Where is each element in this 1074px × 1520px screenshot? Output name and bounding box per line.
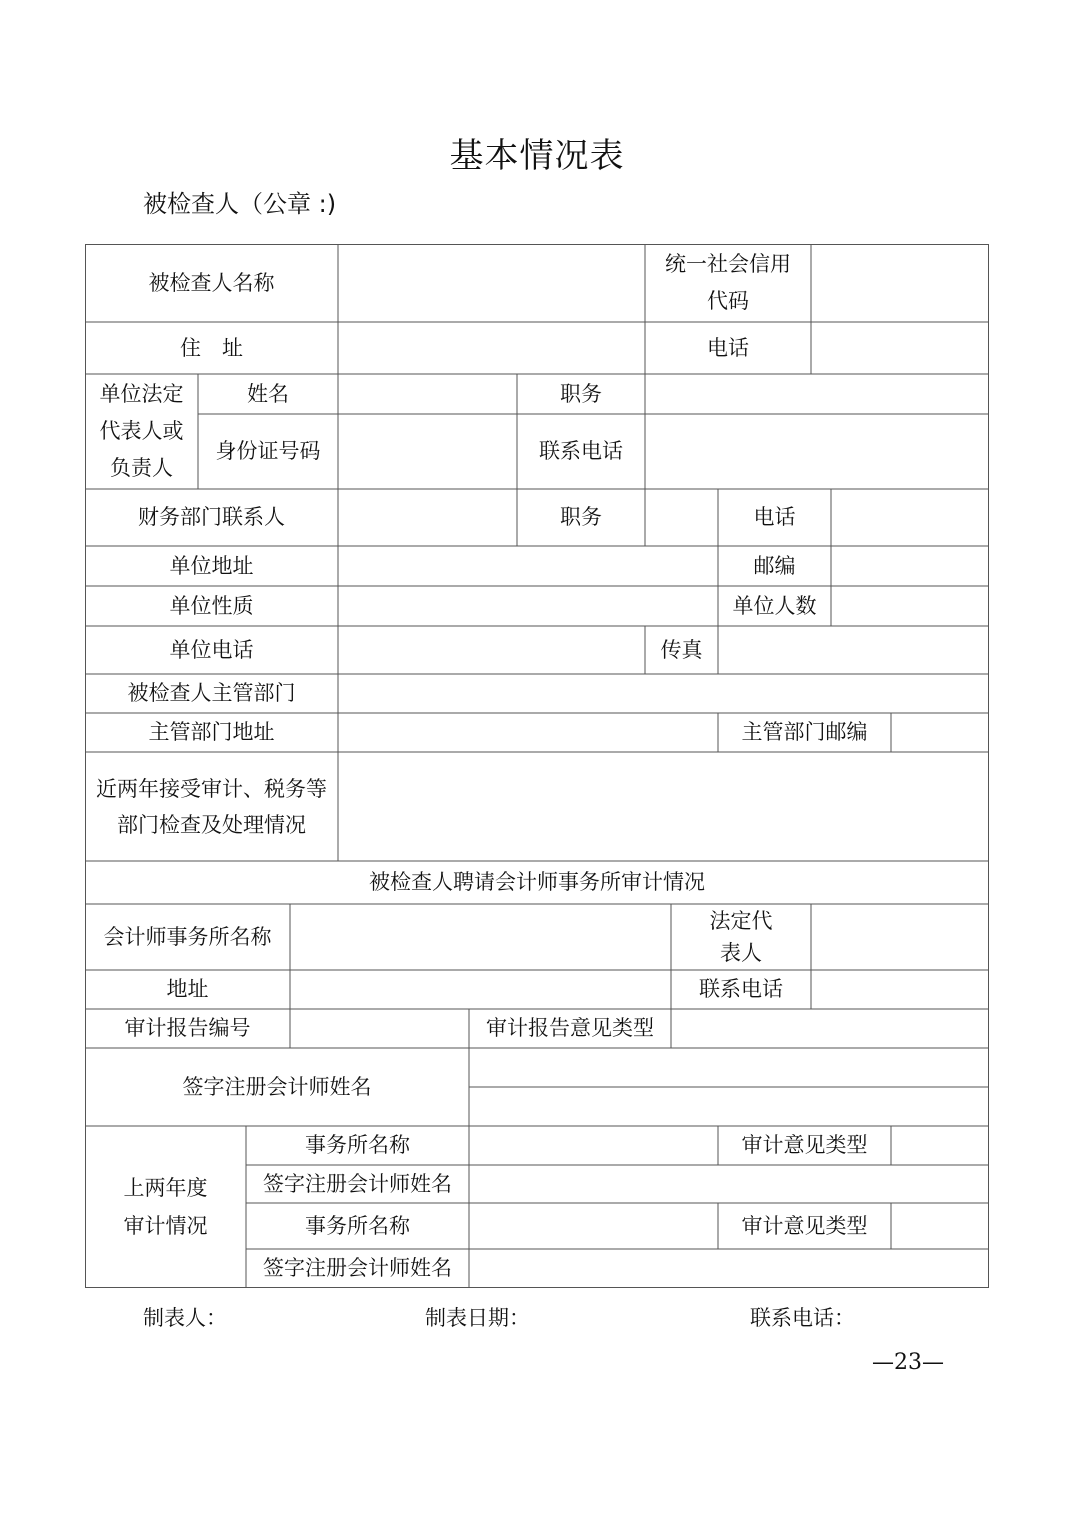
credit-code-label: 统一社会信用代码: [665, 252, 791, 313]
supervisor-address-label: 主管部门地址: [148, 720, 275, 744]
report-number-label: 审计报告编号: [124, 1016, 251, 1040]
prior-firm-name-label-1: 事务所名称: [305, 1133, 410, 1157]
signing-cpa-label: 签字注册会计师姓名: [182, 1074, 372, 1099]
prior-signing-cpa-label-2: 签字注册会计师姓名: [263, 1256, 452, 1280]
unit-nature-label: 单位性质: [169, 593, 254, 618]
firm-address-label: 地址: [166, 977, 209, 1001]
headcount-label: 单位人数: [732, 593, 817, 618]
firm-name-label: 会计师事务所名称: [103, 924, 272, 949]
prior-opinion-type-label-2: 审计意见类型: [741, 1213, 868, 1238]
contact-phone-label: 联系电话: [539, 439, 623, 463]
page-number: —23—: [872, 1350, 944, 1375]
finance-contact-label: 财务部门联系人: [138, 505, 285, 529]
report-opinion-type-label: 审计报告意见类型: [486, 1016, 654, 1040]
prior-signing-cpa-label-1: 签字注册会计师姓名: [263, 1171, 452, 1196]
preparer-phone-label: 联系电话：: [750, 1306, 855, 1330]
postcode-label: 邮编: [753, 553, 796, 578]
official-seal-line: 被检查人（公章 :): [143, 190, 337, 218]
name-label: 姓名: [247, 381, 289, 406]
fax-label: 传真: [660, 637, 703, 662]
position-label: 职务: [560, 381, 602, 406]
prior-years-audit-label: 上两年度审计情况: [123, 1176, 208, 1238]
firm-legal-rep-label: 法定代表人: [709, 909, 773, 965]
supervisor-dept-label: 被检查人主管部门: [127, 681, 296, 705]
finance-position-label: 职务: [560, 505, 602, 529]
basic-info-form: [85, 244, 989, 1288]
page-title: 基本情况表: [449, 136, 625, 176]
id-number-label: 身份证号码: [215, 439, 321, 463]
prior-firm-name-label-2: 事务所名称: [305, 1213, 410, 1238]
supervisor-postcode-label: 主管部门邮编: [741, 720, 868, 744]
prepared-date-label: 制表日期：: [425, 1306, 530, 1330]
phone-label: 电话: [707, 335, 749, 360]
preparer-label: 制表人：: [143, 1306, 227, 1330]
firm-contact-phone-label: 联系电话: [699, 977, 783, 1001]
finance-phone-label: 电话: [753, 505, 796, 529]
address-label: 住 址: [180, 335, 243, 360]
audit-section-heading: 被检查人聘请会计师事务所审计情况: [369, 870, 705, 894]
legal-rep-label: 单位法定代表人或负责人: [99, 382, 184, 480]
recent-inspections-label: 近两年接受审计、税务等部门检查及处理情况: [96, 776, 327, 837]
unit-phone-label: 单位电话: [169, 637, 254, 662]
inspectee-name-label: 被检查人名称: [148, 270, 275, 295]
unit-address-label: 单位地址: [169, 553, 254, 578]
prior-opinion-type-label-1: 审计意见类型: [741, 1133, 868, 1157]
